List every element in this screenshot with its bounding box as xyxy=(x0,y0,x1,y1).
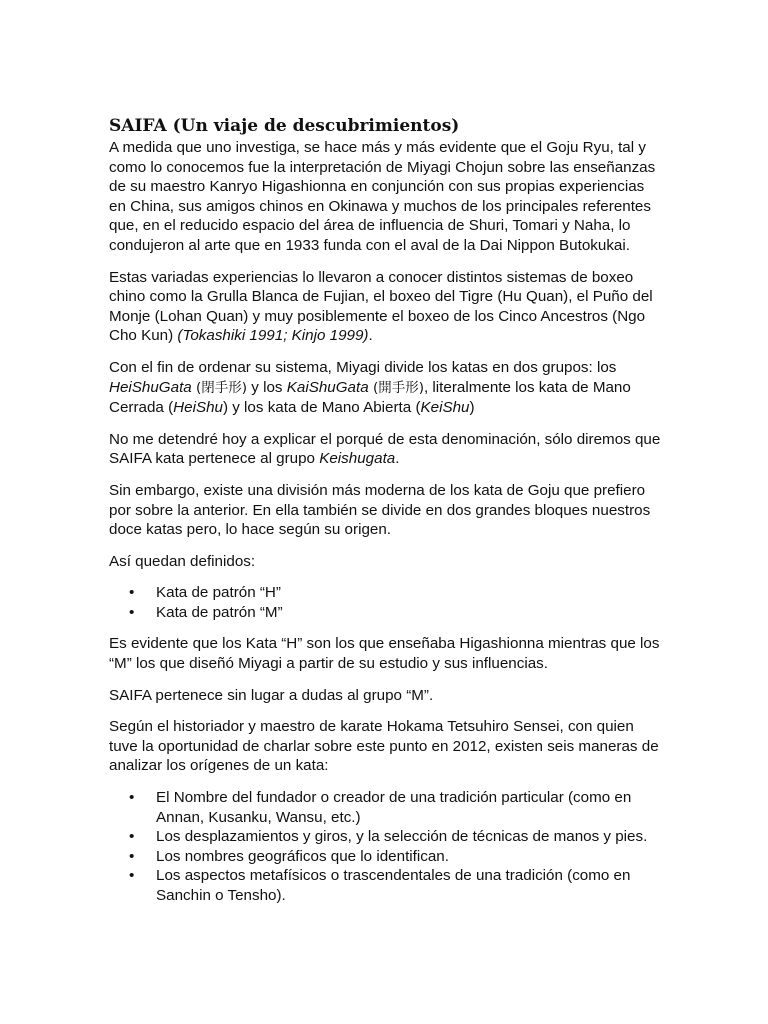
text-segment: Con el fin de ordenar su sistema, Miyagi divide los katas en dos grupos: los xyxy=(109,358,617,376)
paragraph-kata-groups xyxy=(109,358,661,418)
paragraph-modern-division: Sin embargo, existe una división más moderna de los kata de Goju que prefiero por sobre la anterior. En ella también se divide en dos grandes bloques nuestros doce katas pero, lo hace según su origen. xyxy=(109,481,651,539)
list-item xyxy=(109,788,661,827)
text-segment: . xyxy=(395,450,400,468)
paragraph-boxing-end: . xyxy=(368,327,373,345)
bullet-icon: • xyxy=(129,828,135,846)
paragraph-defined: Así quedan definidos: xyxy=(109,552,256,570)
list-item xyxy=(109,847,661,867)
term-heishu: HeiShu xyxy=(173,399,223,417)
list-item-text: El Nombre del fundador o creador de una tradición particular (como en Annan, Kusanku, Wansu, etc.) xyxy=(156,789,632,826)
bullet-icon: • xyxy=(129,603,135,621)
text-segment: ) y los kata de Mano Abierta ( xyxy=(222,399,421,417)
document-title: SAIFA (Un viaje de descubrimientos) xyxy=(109,116,460,136)
list-item-text: Los nombres geográficos que lo identifican. xyxy=(156,847,449,865)
list-item xyxy=(109,827,661,847)
list-item xyxy=(109,583,661,603)
paragraph-hokama: Según el historiador y maestro de karate Hokama Tetsuhiro Sensei, con quien tuve la oportunidad de charlar sobre este punto en 2012, existen seis maneras de analizar los orígenes de un kata: xyxy=(109,718,659,775)
kanji-heishugata: (閉手形) xyxy=(191,379,248,396)
text-segment: No me detendré hoy a explicar el porqué de esta denominación, sólo diremos que SAIFA kata pertenece al grupo xyxy=(109,430,661,468)
term-keishugata: Keishugata xyxy=(319,450,396,468)
paragraph-denomination xyxy=(109,430,661,469)
text-segment: y los xyxy=(247,378,287,396)
paragraph-boxing-systems xyxy=(109,268,661,346)
paragraph-boxing-text: Estas variadas experiencias lo llevaron a conocer distintos sistemas de boxeo chino como la Grulla Blanca de Fujian, el boxeo del Tigre (Hu Quan), el Puño del Monje (Lohan Quan) y muy posiblemente el boxeo de los Cinco Ancestros (Ngo Cho Kun) xyxy=(109,268,653,345)
list-item-text: Los aspectos metafísicos o trascendentales de una tradición (como en Sanchin o Tensho). xyxy=(156,867,631,904)
list-item xyxy=(109,866,661,905)
bullet-icon: • xyxy=(129,867,135,885)
term-kaishugata: KaiShuGata xyxy=(286,378,369,396)
term-heishugata: HeiShuGata xyxy=(109,378,192,396)
bullet-icon: • xyxy=(129,847,135,865)
paragraph-saifa-group: SAIFA pertenece sin lugar a dudas al grupo “M”. xyxy=(109,686,434,704)
kanji-kaishugata: (開手形) xyxy=(368,379,424,396)
paragraph-evident: Es evidente que los Kata “H” son los que enseñaba Higashionna mientras que los “M” los que diseñó Miyagi a partir de su estudio y sus influencias. xyxy=(109,635,660,673)
bullet-icon: • xyxy=(129,584,135,602)
paragraph-intro: A medida que uno investiga, se hace más y más evidente que el Goju Ryu, tal y como lo conocemos fue la interpretación de Miyagi Chojun sobre las enseñanzas de su maestro Kanryo Higashionna en conjunción con sus propias experiencias en China, sus amigos chinos en Okinawa y muchos de los principales referentes que, en el reducido espacio del área de influencia de Shuri, Tomari y Naha, lo condujeron al arte que en 1933 funda con el aval de la Dai Nippon Butokukai. xyxy=(109,139,656,254)
list-origin-methods xyxy=(109,788,661,906)
text-segment: , literalmente los kata de Mano Cerrada ( xyxy=(109,378,631,417)
text-segment: ) xyxy=(469,399,475,417)
citation: (Tokashiki 1991; Kinjo 1999) xyxy=(177,327,369,345)
document-page xyxy=(109,114,661,918)
term-keishu: KeiShu xyxy=(420,399,470,417)
list-item xyxy=(109,603,661,623)
bullet-icon: • xyxy=(129,789,135,807)
list-kata-patterns xyxy=(109,583,661,622)
list-item-text: Los desplazamientos y giros, y la selección de técnicas de manos y pies. xyxy=(156,828,648,846)
list-item-text: Kata de patrón “M” xyxy=(156,603,283,621)
list-item-text: Kata de patrón “H” xyxy=(156,584,281,602)
